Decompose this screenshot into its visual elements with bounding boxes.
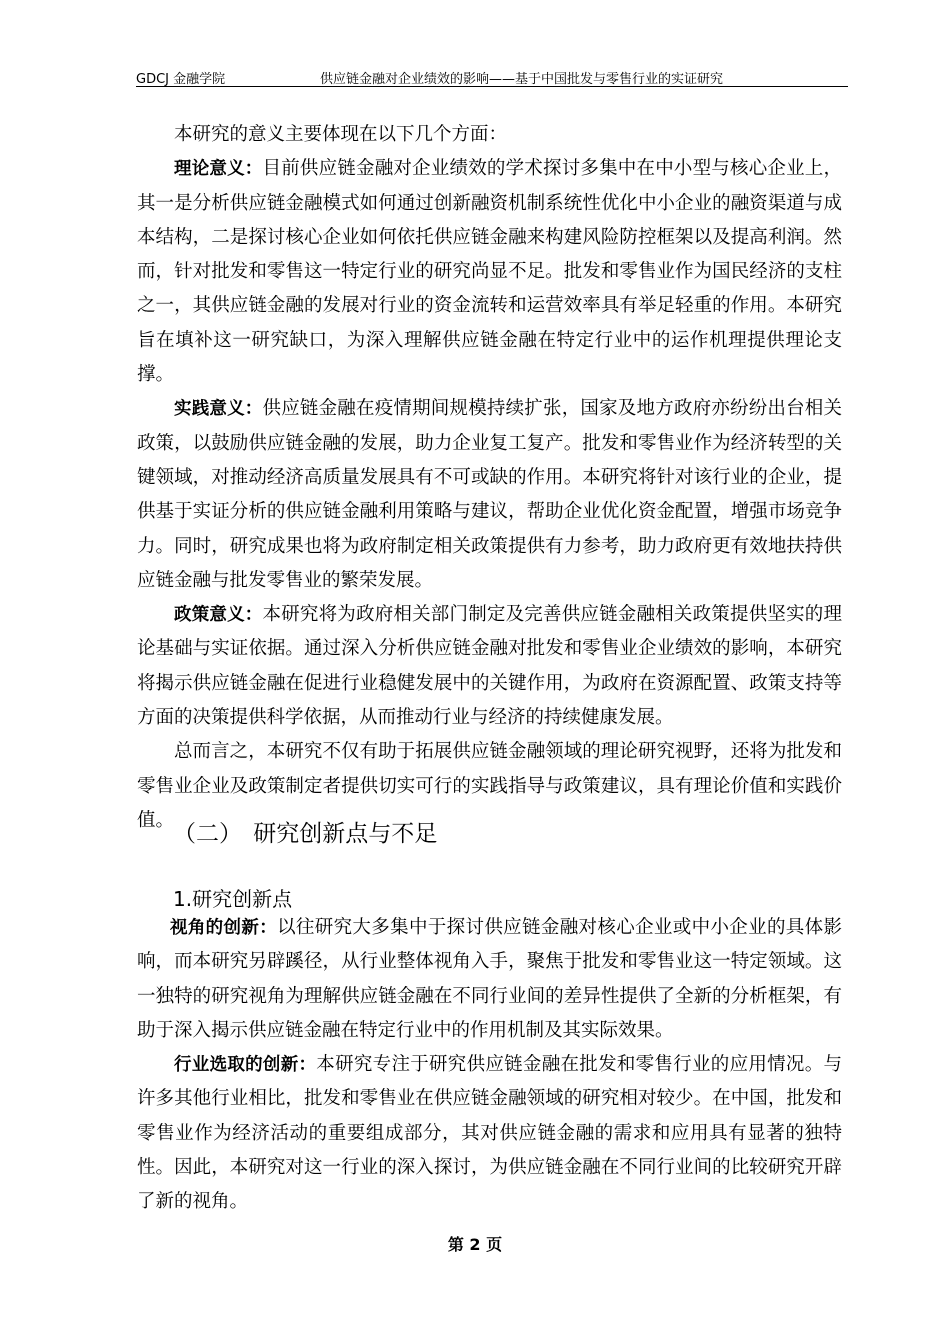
policy-significance-paragraph xyxy=(137,598,842,735)
page-header xyxy=(136,64,848,87)
perspective-innovation-label: 视角的创新： xyxy=(170,918,278,938)
page-number: 第 2 页 xyxy=(447,1235,503,1254)
policy-significance-text: 本研究将为政府相关部门制定及完善供应链金融相关政策提供坚实的理论基础与实证依据。通过深入分析供应链金融对批发和零售业企业绩效的影响，本研究将揭示供应链金融在促进行业稳健发展中的关键作用，为政府在资源配置、政策支持等方面的决策提供科学依据，从而推动行业与经济的持续健康发展。 xyxy=(137,604,842,729)
industry-innovation-label: 行业选取的创新： xyxy=(174,1055,317,1076)
theory-significance-label: 理论意义： xyxy=(174,159,263,180)
subsection-heading: 1.研究创新点 xyxy=(173,887,293,911)
practice-significance-text: 供应链金融在疫情期间规模持续扩张，国家及地方政府亦纷纷出台相关政策，以鼓励供应链金融的发展，助力企业复工复产。批发和零售业作为经济转型的关键领域，对推动经济高质量发展具有不可或缺的作用。本研究将针对该行业的企业，提供基于实证分析的供应链金融利用策略与建议，帮助企业优化资金配置，增强市场竞争力。同时，研究成果也将为政府制定相关政策提供有力参考，助力政府更有效地扶持供应链金融与批发零售业的繁荣发展。 xyxy=(137,398,842,591)
industry-innovation-paragraph xyxy=(137,1048,842,1219)
section-heading: （二） 研究创新点与不足 xyxy=(173,821,438,847)
header-paper-title: 供应链金融对企业绩效的影响——基于中国批发与零售行业的实证研究 xyxy=(320,72,724,87)
theory-significance-text: 目前供应链金融对企业绩效的学术探讨多集中在中小型与核心企业上，其一是分析供应链金融模式如何通过创新融资机制系统性优化中小企业的融资渠道与成本结构，二是探讨核心企业如何依托供应链金融来构建风险防控框架以及提高利润。然而，针对批发和零售这一特定行业的研究尚显不足。批发和零售业作为国民经济的支柱之一，其供应链金融的发展对行业的资金流转和运营效率具有举足轻重的作用。本研究旨在填补这一研究缺口，为深入理解供应链金融在特定行业中的运作机理提供理论支撑。 xyxy=(137,158,842,386)
summary-paragraph: 总而言之，本研究不仅有助于拓展供应链金融领域的理论研究视野，还将为批发和零售业企业及政策制定者提供切实可行的实践指导与政策建议，具有理论价值和实践价值。 xyxy=(137,741,842,831)
industry-innovation-text: 本研究专注于研究供应链金融在批发和零售行业的应用情况。与许多其他行业相比，批发和零售业在供应链金融领域的研究相对较少。在中国，批发和零售业作为经济活动的重要组成部分，其对供应链金融的需求和应用具有显著的独特性。因此，本研究对这一行业的深入探讨，为供应链金融在不同行业间的比较研究开辟了新的视角。 xyxy=(137,1054,843,1213)
perspective-innovation-paragraph xyxy=(137,911,842,1048)
theory-significance-paragraph xyxy=(137,152,842,392)
intro-paragraph: 本研究的意义主要体现在以下几个方面： xyxy=(174,124,508,145)
body-section-innovations xyxy=(137,911,842,1220)
policy-significance-label: 政策意义： xyxy=(174,605,263,626)
perspective-innovation-text: 以往研究大多集中于探讨供应链金融对核心企业或中小企业的具体影响，而本研究另辟蹊径，从行业整体视角入手，聚焦于批发和零售业这一特定领域。这一独特的研究视角为理解供应链金融在不同行业间的差异性提供了全新的分析框架，有助于深入揭示供应链金融在特定行业中的作用机制及其实际效果。 xyxy=(137,917,842,1041)
practice-significance-label: 实践意义： xyxy=(174,399,263,420)
practice-significance-paragraph xyxy=(137,392,842,598)
header-institution: GDCJ 金融学院 xyxy=(136,72,226,87)
body-section-significance xyxy=(137,118,842,838)
